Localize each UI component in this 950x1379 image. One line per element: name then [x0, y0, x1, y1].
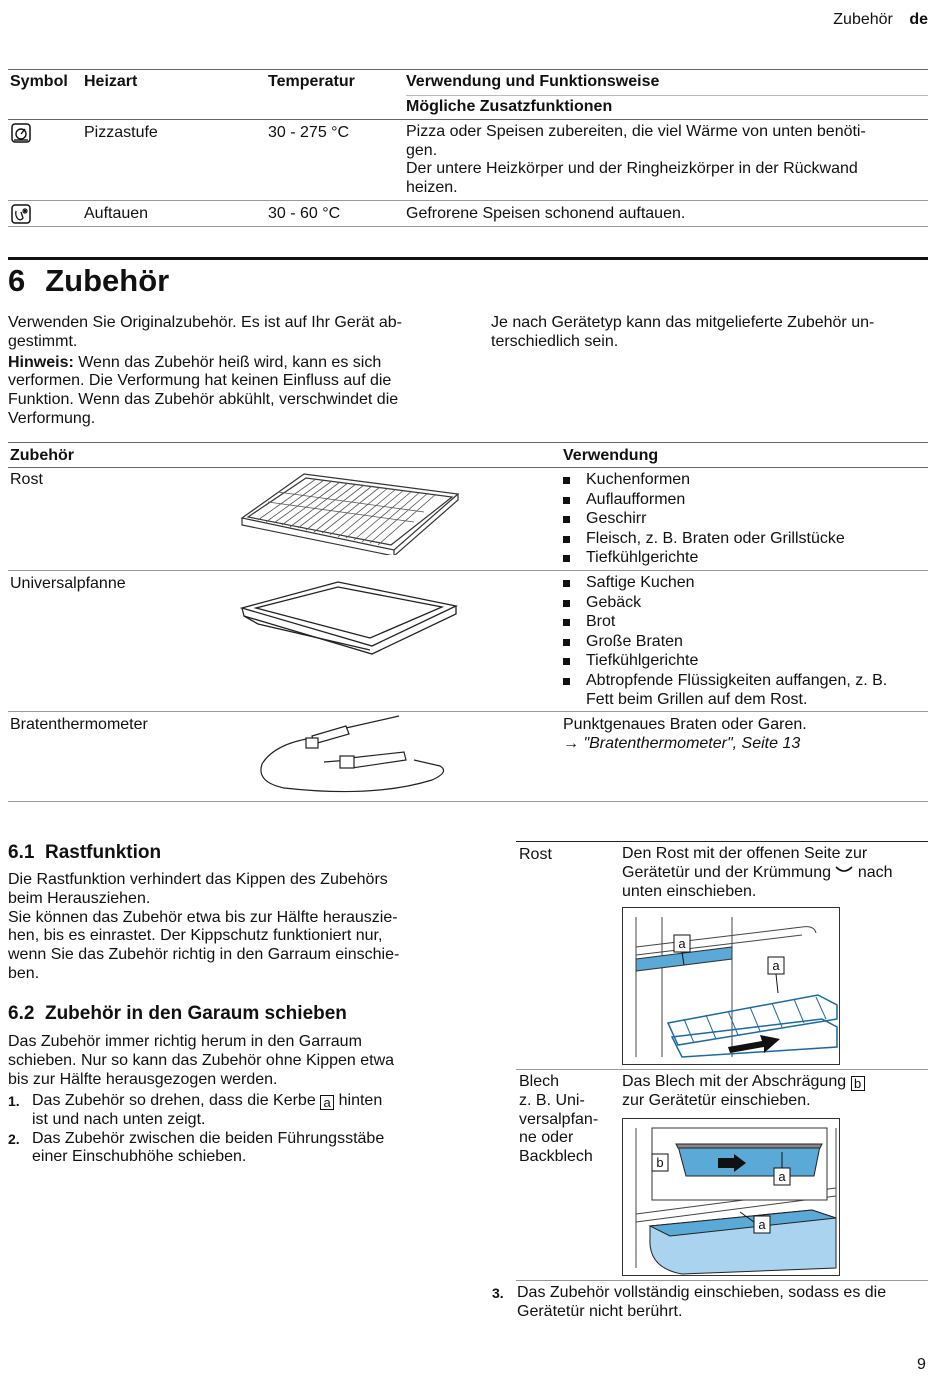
insert-top-rule	[516, 841, 928, 842]
text-line: ne oder	[519, 1129, 574, 1147]
section-title-6-1: 6.1 Rastfunktion	[8, 842, 162, 863]
acc-name: Universalpfanne	[10, 575, 126, 592]
acc-name: Rost	[10, 471, 43, 488]
list-item: Tiefkühlgerichte	[561, 651, 887, 671]
insert-text-rost	[622, 845, 932, 901]
text-line	[622, 864, 932, 883]
label-a: a	[772, 958, 780, 973]
text-line: beim Herausziehen.	[8, 889, 151, 907]
list-continuation: Fett beim Grillen auf dem Rost.	[586, 691, 808, 708]
row-heizart: Pizzastufe	[84, 124, 158, 141]
intro-right	[491, 314, 931, 352]
oven-rack-icon	[238, 470, 463, 560]
tray-insert-illustration	[622, 1118, 840, 1281]
text-span: Das Blech mit der Abschrägung	[622, 1073, 851, 1090]
pizza-setting-icon	[11, 123, 31, 148]
list-item: Geschirr	[561, 509, 845, 529]
text-span: Das Zubehör so drehen, dass die Kerbe	[32, 1092, 321, 1109]
text-line: Backblech	[519, 1148, 593, 1166]
text-span: Wenn das Zubehör heiß wird, kann es sich	[73, 353, 382, 371]
text-span: Gerätetür und der Krümmung	[622, 863, 836, 881]
text-line: wenn Sie das Zubehör richtig in den Garraum einschie-	[8, 946, 400, 964]
acc-uses	[561, 573, 887, 691]
text-line: gen.	[406, 141, 438, 159]
meat-thermometer-icon	[254, 714, 454, 799]
text-line: hen, bis es einrastet. Der Kippschutz funktioniert nur,	[8, 927, 383, 945]
list-item: Saftige Kuchen	[561, 573, 887, 593]
acc-bottom-rule	[8, 801, 928, 802]
step-text	[32, 1092, 448, 1111]
text-line: Die Rastfunktion verhindert das Kippen des Zubehörs	[8, 871, 388, 888]
universal-pan-icon	[238, 580, 463, 665]
insert-name-rost: Rost	[519, 846, 552, 863]
heat-bottom-rule	[8, 226, 928, 227]
intro-left	[8, 314, 448, 429]
text-line: gestimmt.	[8, 332, 78, 350]
list-item: Kuchenformen	[561, 470, 845, 490]
running-header	[833, 10, 928, 29]
text-line: ben.	[8, 964, 40, 982]
insert-bottom-rule	[516, 1280, 928, 1281]
text-line: verformen. Die Verformung hat keinen Einfluss auf die	[8, 372, 392, 390]
page-number: 9	[917, 1356, 926, 1373]
list-item: Gebäck	[561, 593, 887, 613]
list-item: Große Braten	[561, 632, 887, 652]
acc-top-rule	[8, 442, 928, 443]
chapter-number: 6	[8, 263, 26, 298]
text-line: Gerätetür nicht berührt.	[517, 1302, 683, 1320]
step-number: 3.	[492, 1285, 504, 1301]
text-line: Das Zubehör vollständig einschieben, sodass es die	[517, 1284, 887, 1301]
chapter-title	[8, 263, 169, 299]
notch-label: a	[320, 1095, 334, 1110]
text-line: Je nach Gerätetyp kann das mitgelieferte Zubehör un-	[491, 314, 875, 331]
text-line: ist und nach unten zeigt.	[32, 1110, 206, 1128]
list-item: Brot	[561, 612, 887, 632]
bevel-label: b	[851, 1076, 865, 1091]
acc-th-zubehoer: Zubehör	[10, 447, 74, 464]
row-temperatur: 30 - 60 °C	[268, 205, 341, 222]
text-line: bis zur Hälfte herausgezogen werden.	[8, 1070, 278, 1088]
heat-row-rule	[8, 200, 928, 201]
hinweis-label: Hinweis:	[8, 353, 74, 371]
th-heizart: Heizart	[84, 73, 138, 90]
text-line: unten einschieben.	[622, 882, 757, 900]
insert-row-rule	[516, 1069, 928, 1070]
list-item: Auflaufformen	[561, 490, 845, 510]
text-line	[622, 1073, 932, 1092]
header-section: Zubehör	[833, 11, 893, 28]
text-line: Den Rost mit der offenen Seite zur	[622, 845, 868, 862]
acc-header-rule	[8, 467, 928, 468]
list-item	[8, 1092, 448, 1130]
label-a: a	[778, 1169, 786, 1184]
list-item: Fleisch, z. B. Braten oder Grillstücke	[561, 529, 845, 549]
text-line: einer Einschubhöhe schieben.	[32, 1148, 247, 1166]
row-verwendung: Gefrorene Speisen schonend auftauen.	[406, 205, 686, 222]
label-a: a	[678, 936, 686, 951]
section-6-1-text	[8, 871, 448, 984]
hinweis-line	[8, 354, 448, 373]
list-item	[8, 1130, 448, 1168]
list-item: Abtropfende Flüssigkeiten auffangen, z. B.	[561, 671, 887, 691]
row-verwendung	[406, 123, 866, 198]
text-line: Der untere Heizkörper und der Ringheizkörper in der Rückwand	[406, 160, 858, 178]
row-temperatur: 30 - 275 °C	[268, 124, 350, 141]
acc-th-verwendung: Verwendung	[563, 447, 659, 464]
acc-name: Bratenthermometer	[10, 716, 148, 733]
steps-list	[8, 1092, 448, 1167]
curvature-icon	[835, 865, 853, 875]
step-number: 2.	[8, 1130, 20, 1147]
th-verwendung: Verwendung und Funktionsweise	[406, 73, 660, 90]
text-line: Blech	[519, 1073, 560, 1090]
text-line: Das Zubehör zwischen die beiden Führungsstäbe	[32, 1129, 385, 1147]
section-6-2-text	[8, 1033, 448, 1089]
text-line: Funktion. Wenn das Zubehör abkühlt, verschwindet die	[8, 391, 399, 409]
text-line: zur Gerätetür einschieben.	[622, 1091, 811, 1109]
acc-row-rule	[8, 570, 928, 571]
rack-insert-illustration	[622, 907, 840, 1070]
chapter-rule	[8, 257, 928, 260]
text-span: hinten	[334, 1092, 383, 1109]
text-line: Pizza oder Speisen zubereiten, die viel Wärme von unten benöti-	[406, 123, 866, 140]
page-reference-link[interactable]: → "Bratenthermometer", Seite 13	[563, 735, 801, 752]
row-heizart: Auftauen	[84, 205, 149, 222]
text-line: schieben. Nur so kann das Zubehör ohne Kippen etwa	[8, 1051, 395, 1069]
th-symbol: Symbol	[10, 73, 68, 90]
step-3-text	[517, 1284, 937, 1322]
text-line: Das Zubehör immer richtig herum in den Garraum	[8, 1033, 362, 1050]
section-title-6-2: 6.2 Zubehör in den Garaum schieben	[8, 1003, 347, 1024]
text-line: terschiedlich sein.	[491, 332, 619, 350]
acc-uses	[561, 470, 845, 568]
insert-text-blech	[622, 1073, 932, 1111]
th-divider	[406, 95, 928, 96]
text-span: nach	[853, 863, 893, 881]
text-line: versalpfan-	[519, 1110, 599, 1128]
text-line: z. B. Uni-	[519, 1091, 585, 1109]
text-line: heizen.	[406, 179, 458, 197]
text-line: Verwenden Sie Originalzubehör. Es ist auf Ihr Gerät ab-	[8, 314, 402, 331]
acc-use-text: Punktgenaues Braten oder Garen.	[563, 716, 807, 733]
table-top-rule	[8, 69, 928, 70]
th-zusatz: Mögliche Zusatzfunktionen	[406, 98, 613, 115]
acc-row-rule	[8, 711, 928, 712]
label-a: a	[758, 1217, 766, 1232]
heat-header-rule	[8, 119, 928, 120]
text-line: Verformung.	[8, 409, 96, 427]
text-line: Sie können das Zubehör etwa bis zur Hälfte herauszie-	[8, 908, 398, 926]
chapter-name: Zubehör	[45, 263, 170, 298]
insert-name-blech	[519, 1073, 598, 1167]
th-temperatur: Temperatur	[268, 73, 355, 90]
header-lang: de	[909, 11, 928, 28]
label-b: b	[656, 1155, 664, 1170]
step-number: 1.	[8, 1093, 20, 1109]
list-item: Tiefkühlgerichte	[561, 548, 845, 568]
